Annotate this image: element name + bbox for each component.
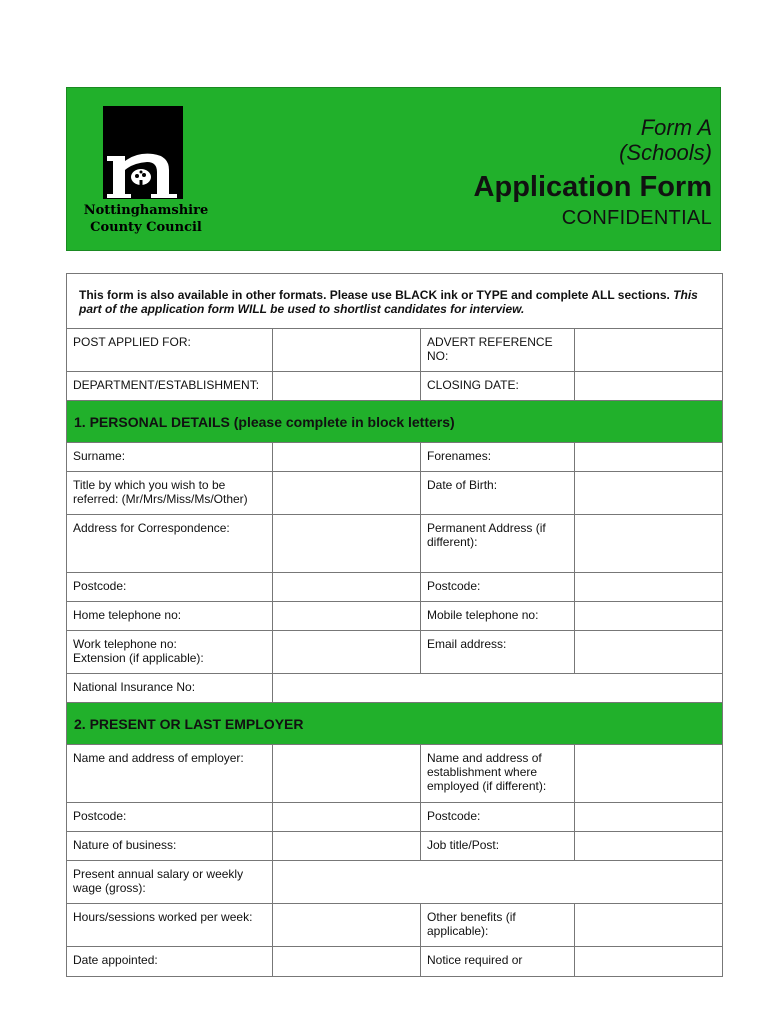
- header-banner: [66, 87, 721, 251]
- table-row: [67, 947, 723, 977]
- ni-label: National Insurance No:: [67, 674, 273, 703]
- employer-postcode-field[interactable]: [273, 803, 421, 832]
- work-telephone-label: [67, 631, 273, 674]
- date-appointed-label: Date appointed:: [67, 947, 273, 977]
- establishment-postcode-field[interactable]: [575, 803, 723, 832]
- postcode-label: Postcode:: [67, 573, 273, 602]
- post-applied-label: POST APPLIED FOR:: [67, 329, 273, 372]
- intro-shortlist-note: This part of the application form WILL be used to shortlist candidates for interview.: [79, 288, 698, 316]
- permanent-address-label: [421, 515, 575, 573]
- ni-field[interactable]: [273, 674, 723, 703]
- table-row: [67, 861, 723, 904]
- title-field[interactable]: [273, 472, 421, 515]
- closing-date-field[interactable]: [575, 372, 723, 401]
- notice-field[interactable]: [575, 947, 723, 977]
- surname-label: Surname:: [67, 443, 273, 472]
- salary-field[interactable]: [273, 861, 723, 904]
- hours-field[interactable]: [273, 904, 421, 947]
- table-row: [67, 515, 723, 573]
- form-code: Form A: [640, 115, 712, 140]
- table-row: [67, 631, 723, 674]
- application-form-table: [66, 273, 723, 977]
- establishment-postcode-label: Postcode:: [421, 803, 575, 832]
- forenames-label: Forenames:: [421, 443, 575, 472]
- salary-label-line1: Present annual salary or weekly: [73, 867, 244, 881]
- table-row: [67, 904, 723, 947]
- table-row: [67, 803, 723, 832]
- notice-label: Notice required or: [421, 947, 575, 977]
- hours-label: Hours/sessions worked per week:: [67, 904, 273, 947]
- post-applied-field[interactable]: [273, 329, 421, 372]
- establishment-field[interactable]: [575, 745, 723, 803]
- employer-postcode-label: Postcode:: [67, 803, 273, 832]
- work-telephone-line2: Extension (if applicable):: [73, 651, 204, 665]
- salary-label: [67, 861, 273, 904]
- department-label: DEPARTMENT/ESTABLISHMENT:: [67, 372, 273, 401]
- title-label-line1: Title by which you wish to be: [73, 478, 226, 492]
- dob-label: Date of Birth:: [421, 472, 575, 515]
- home-telephone-label: Home telephone no:: [67, 602, 273, 631]
- title-label-line2: referred: (Mr/Mrs/Miss/Ms/Other): [73, 492, 248, 506]
- benefits-label: [421, 904, 575, 947]
- permanent-postcode-label: Postcode:: [421, 573, 575, 602]
- table-row: [67, 573, 723, 602]
- intro-row: [67, 274, 723, 329]
- nature-of-business-label: Nature of business:: [67, 832, 273, 861]
- establishment-label-line1: Name and address of: [427, 751, 542, 765]
- nature-of-business-field[interactable]: [273, 832, 421, 861]
- section-header-personal: [67, 401, 723, 443]
- establishment-label-line3: employed (if different):: [427, 779, 547, 793]
- establishment-label-line2: establishment where: [427, 765, 538, 779]
- section-header-employer: [67, 703, 723, 745]
- establishment-label: [421, 745, 575, 803]
- benefits-label-line2: applicable):: [427, 924, 489, 938]
- home-telephone-field[interactable]: [273, 602, 421, 631]
- title-label: [67, 472, 273, 515]
- job-title-label: Job title/Post:: [421, 832, 575, 861]
- council-name-line1: Nottinghamshire: [83, 203, 209, 218]
- permanent-address-field[interactable]: [575, 515, 723, 573]
- table-row: [67, 372, 723, 401]
- form-title-block: [474, 116, 712, 230]
- permanent-address-line1: Permanent Address (if: [427, 521, 546, 535]
- employer-name-address-label: Name and address of employer:: [67, 745, 273, 803]
- council-name-line2: County Council: [90, 220, 202, 235]
- surname-field[interactable]: [273, 443, 421, 472]
- address-label: Address for Correspondence:: [67, 515, 273, 573]
- advert-reference-label: ADVERT REFERENCE NO:: [421, 329, 575, 372]
- council-name: [71, 202, 221, 236]
- salary-label-line2: wage (gross):: [73, 881, 146, 895]
- table-row: [67, 329, 723, 372]
- nottinghamshire-n-oak-tree-logo-icon: [103, 106, 183, 199]
- table-row: [67, 832, 723, 861]
- employer-name-address-field[interactable]: [273, 745, 421, 803]
- table-row: [67, 745, 723, 803]
- department-field[interactable]: [273, 372, 421, 401]
- dob-field[interactable]: [575, 472, 723, 515]
- employer-heading: 2. PRESENT OR LAST EMPLOYER: [67, 703, 723, 745]
- intro-instructions: This form is also available in other formats. Please use BLACK ink or TYPE and complete ALL sections.: [79, 288, 670, 302]
- permanent-address-line2: different):: [427, 535, 478, 549]
- mobile-telephone-label: Mobile telephone no:: [421, 602, 575, 631]
- job-title-field[interactable]: [575, 832, 723, 861]
- table-row: [67, 472, 723, 515]
- email-label: Email address:: [421, 631, 575, 674]
- table-row: [67, 674, 723, 703]
- form-variant: (Schools): [619, 140, 712, 165]
- personal-details-heading: 1. PERSONAL DETAILS (please complete in block letters): [67, 401, 723, 443]
- postcode-field[interactable]: [273, 573, 421, 602]
- table-row: [67, 443, 723, 472]
- permanent-postcode-field[interactable]: [575, 573, 723, 602]
- page-title: Application Form: [473, 171, 712, 203]
- address-field[interactable]: [273, 515, 421, 573]
- mobile-telephone-field[interactable]: [575, 602, 723, 631]
- council-logo: [103, 106, 183, 199]
- forenames-field[interactable]: [575, 443, 723, 472]
- work-telephone-line1: Work telephone no:: [73, 637, 177, 651]
- date-appointed-field[interactable]: [273, 947, 421, 977]
- benefits-field[interactable]: [575, 904, 723, 947]
- confidential-label: CONFIDENTIAL: [561, 207, 712, 229]
- benefits-label-line1: Other benefits (if: [427, 910, 516, 924]
- closing-date-label: CLOSING DATE:: [421, 372, 575, 401]
- work-telephone-field[interactable]: [273, 631, 421, 674]
- table-row: [67, 602, 723, 631]
- intro-text: [67, 274, 723, 329]
- email-field[interactable]: [575, 631, 723, 674]
- advert-reference-field[interactable]: [575, 329, 723, 372]
